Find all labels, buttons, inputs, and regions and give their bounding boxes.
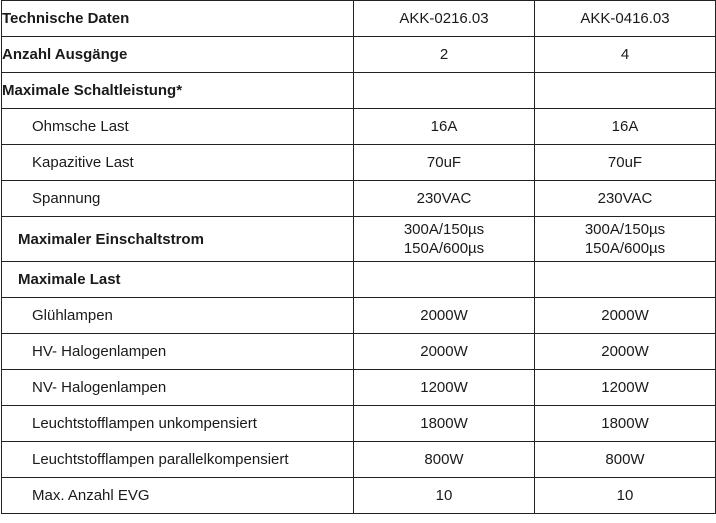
row-value-2 <box>535 73 716 109</box>
value-line: 150A/600µs <box>403 240 485 257</box>
value-line: 150A/600µs <box>584 240 666 257</box>
header-label: Technische Daten <box>2 1 354 37</box>
value-line: 300A/150µs <box>584 221 666 238</box>
table-row <box>2 298 716 334</box>
table-row <box>2 217 716 262</box>
row-label: Spannung <box>2 181 354 217</box>
row-value-2: 800W <box>535 442 716 478</box>
row-label: NV- Halogenlampen <box>2 370 354 406</box>
row-value-1 <box>354 262 535 298</box>
row-value-1: 1200W <box>354 370 535 406</box>
table-row <box>2 145 716 181</box>
section-label: Maximale Schaltleistung* <box>2 73 354 109</box>
spec-table <box>1 0 716 514</box>
row-value-1: 230VAC <box>354 181 535 217</box>
row-value-1: 16A <box>354 109 535 145</box>
row-label: Glühlampen <box>2 298 354 334</box>
row-value-1 <box>354 73 535 109</box>
row-label: Ohmsche Last <box>2 109 354 145</box>
row-value-1: 1800W <box>354 406 535 442</box>
table-header-row <box>2 1 716 37</box>
row-value-2: 4 <box>535 37 716 73</box>
row-value-2: 1200W <box>535 370 716 406</box>
table-row <box>2 478 716 514</box>
row-value-2: 230VAC <box>535 181 716 217</box>
section-label: Maximale Last <box>2 262 354 298</box>
row-value-1: 10 <box>354 478 535 514</box>
table-row <box>2 406 716 442</box>
value-line: 300A/150µs <box>403 221 485 238</box>
row-value-2: 70uF <box>535 145 716 181</box>
table-section-row <box>2 262 716 298</box>
row-value-1: 800W <box>354 442 535 478</box>
table-row <box>2 370 716 406</box>
table-row <box>2 181 716 217</box>
table-section-row <box>2 73 716 109</box>
row-value-1: 2 <box>354 37 535 73</box>
row-value-2 <box>535 217 716 262</box>
row-value-2: 2000W <box>535 334 716 370</box>
header-model-1: AKK-0216.03 <box>354 1 535 37</box>
row-value-1 <box>354 217 535 262</box>
row-value-2: 10 <box>535 478 716 514</box>
row-value-2 <box>535 262 716 298</box>
table-row <box>2 442 716 478</box>
row-value-1: 2000W <box>354 334 535 370</box>
row-value-2: 2000W <box>535 298 716 334</box>
row-label: Max. Anzahl EVG <box>2 478 354 514</box>
row-value-1: 70uF <box>354 145 535 181</box>
row-label: HV- Halogenlampen <box>2 334 354 370</box>
header-model-2: AKK-0416.03 <box>535 1 716 37</box>
row-label: Leuchtstofflampen unkompensiert <box>2 406 354 442</box>
row-value-1: 2000W <box>354 298 535 334</box>
table-row <box>2 334 716 370</box>
row-label: Leuchtstofflampen parallelkompensiert <box>2 442 354 478</box>
row-label: Maximaler Einschaltstrom <box>2 217 354 262</box>
table-row <box>2 37 716 73</box>
row-label: Kapazitive Last <box>2 145 354 181</box>
row-value-2: 1800W <box>535 406 716 442</box>
table-row <box>2 109 716 145</box>
row-label: Anzahl Ausgänge <box>2 37 354 73</box>
row-value-2: 16A <box>535 109 716 145</box>
